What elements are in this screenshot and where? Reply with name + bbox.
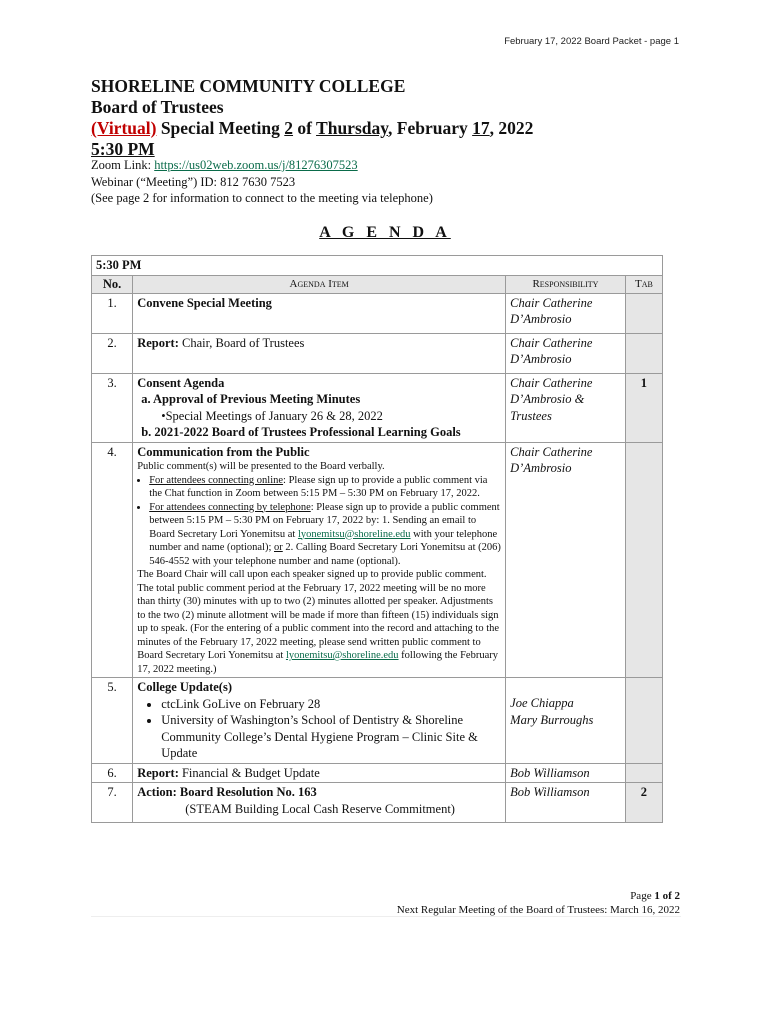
header-tab: Tab [625, 275, 662, 293]
agenda-time: 5:30 PM [92, 256, 663, 276]
agenda-table [91, 255, 663, 823]
list-item: • University of Washington’s School of Dentistry & Shoreline Community College’s Dental Hygiene Program – Clinic Site & Update [161, 712, 501, 762]
meeting-title: (Virtual) Special Meeting 2 of Thursday, February 17, 2022 [91, 118, 534, 138]
table-row [92, 678, 663, 764]
footer-divider [91, 916, 681, 917]
meeting-number: 2 [284, 118, 294, 138]
header-no: No. [92, 275, 133, 293]
public-comment-title: Communication from the Public [137, 444, 310, 459]
email-link[interactable]: lyonemitsu@shoreline.edu [285, 650, 399, 661]
online-option: • For attendees connecting online: Please sign up to provide a public comment via the Chat function in Zoom between 5:15 PM – 5:30 PM on February 17, 2022. [149, 474, 501, 501]
responsibility: Chair Catherine D’Ambrosio [506, 293, 626, 333]
tab-number [625, 442, 662, 678]
college-updates-list [137, 696, 501, 762]
public-comment-closing: The Board Chair will call upon each speaker signed up to provide public comment. The total public comment period at the February 17, 2022 meeting will be no more than thirty (30) minutes with up to two (2) minutes allotted per speaker. Adjustments to the two (2) minute allotment will be made if more than fifteen (15) individuals sign up to speak. (For the entering of a public comment into the record and attaching to the minutes of the February 17, 2022 meeting, please send written public comment to Board Secretary Lori Yonemitsu at lyonemitsu@shoreline.edu following the February 17, 2022 meeting.) [137, 569, 500, 675]
page-number: Page 1 of 2 [630, 890, 680, 902]
meeting-time: 5:30 PM [91, 139, 155, 159]
row-number: 1. [92, 293, 133, 333]
virtual-label: (Virtual) [91, 118, 157, 138]
agenda-item: Convene Special Meeting [133, 293, 506, 333]
table-row [92, 442, 663, 678]
tab-number [625, 763, 662, 783]
row-number: 6. [92, 763, 133, 783]
header-responsibility: Responsibility [506, 275, 626, 293]
responsibility: Chair Catherine D’Ambrosio [506, 442, 626, 678]
row-number: 5. [92, 678, 133, 764]
tab-number: 1 [625, 373, 662, 442]
page-footer [397, 890, 680, 917]
public-comment-options [137, 474, 501, 569]
meeting-info [91, 157, 433, 207]
zoom-link[interactable]: https://us02web.zoom.us/j/81276307523 [154, 158, 358, 172]
row-number: 7. [92, 783, 133, 823]
tab-number: 2 [625, 783, 662, 823]
tab-number [625, 333, 662, 373]
agenda-item: Report: Chair, Board of Trustees [133, 333, 506, 373]
consent-item-a: a. Approval of Previous Meeting Minutes [141, 392, 361, 406]
list-item: • ctcLink GoLive on February 28 [161, 696, 501, 713]
table-row [92, 333, 663, 373]
webinar-id: Webinar (“Meeting”) ID: 812 7630 7523 [91, 174, 296, 189]
table-row [92, 373, 663, 442]
header-row [92, 275, 663, 293]
zoom-line: Zoom Link: https://us02web.zoom.us/j/81276307523 [91, 158, 358, 172]
agenda-item [133, 678, 506, 764]
table-row [92, 763, 663, 783]
tab-number [625, 678, 662, 764]
consent-item-a-sub: •Special Meetings of January 26 & 28, 2022 [161, 408, 383, 423]
agenda-item: Action: Board Resolution No. 163 (STEAM Building Local Cash Reserve Commitment) [133, 783, 506, 823]
responsibility-person: Joe Chiappa [510, 696, 574, 710]
responsibility: Chair Catherine D’Ambrosio [506, 333, 626, 373]
consent-item-b: b. 2021-2022 Board of Trustees Professional Learning Goals [141, 425, 461, 439]
title-block [91, 76, 533, 160]
responsibility: Bob Williamson [506, 783, 626, 823]
time-row [92, 256, 663, 276]
phone-note: (See page 2 for information to connect to the meeting via telephone) [91, 191, 433, 205]
college-name: SHORELINE COMMUNITY COLLEGE [91, 76, 406, 96]
header-item: Agenda Item [133, 275, 506, 293]
responsibility [506, 678, 626, 764]
next-meeting: Next Regular Meeting of the Board of Trustees: March 16, 2022 [396, 903, 680, 916]
meeting-day: 17 [472, 118, 490, 138]
email-link[interactable]: lyonemitsu@shoreline.edu [297, 528, 411, 540]
row-number: 2. [92, 333, 133, 373]
responsibility: Chair Catherine D’Ambrosio & Trustees [506, 373, 626, 442]
public-comment-intro: Public comment(s) will be presented to the Board verbally. [137, 461, 385, 472]
phone-option: • For attendees connecting by telephone: Please sign up to provide a public comment between 5:15 PM – 5:30 PM on February 17, 2022 by: 1. Sending an email to Board Secretary Lori Yonemitsu at lyonemitsu@shoreline.edu with your telephone number and name (optional); or 2. Calling Board Secretary Lori Yonemitsu at (206) 546-4552 with your telephone number and name (optional). [149, 501, 501, 569]
packet-header: February 17, 2022 Board Packet - page 1 [504, 36, 679, 47]
meeting-weekday: Thursday [316, 118, 389, 138]
responsibility: Bob Williamson [506, 763, 626, 783]
consent-agenda-title: Consent Agenda [137, 375, 225, 390]
tab-number [625, 293, 662, 333]
row-number: 3. [92, 373, 133, 442]
table-row [92, 783, 663, 823]
agenda-heading: A G E N D A [319, 224, 451, 241]
responsibility-person: Mary Burroughs [510, 712, 594, 727]
college-updates-title: College Update(s) [137, 680, 232, 694]
agenda-item [133, 442, 506, 678]
resolution-subtitle: (STEAM Building Local Cash Reserve Commitment) [185, 801, 455, 816]
table-row [92, 293, 663, 333]
agenda-item [133, 373, 506, 442]
board-name: Board of Trustees [91, 97, 224, 117]
row-number: 4. [92, 442, 133, 678]
agenda-item: Report: Financial & Budget Update [133, 763, 506, 783]
